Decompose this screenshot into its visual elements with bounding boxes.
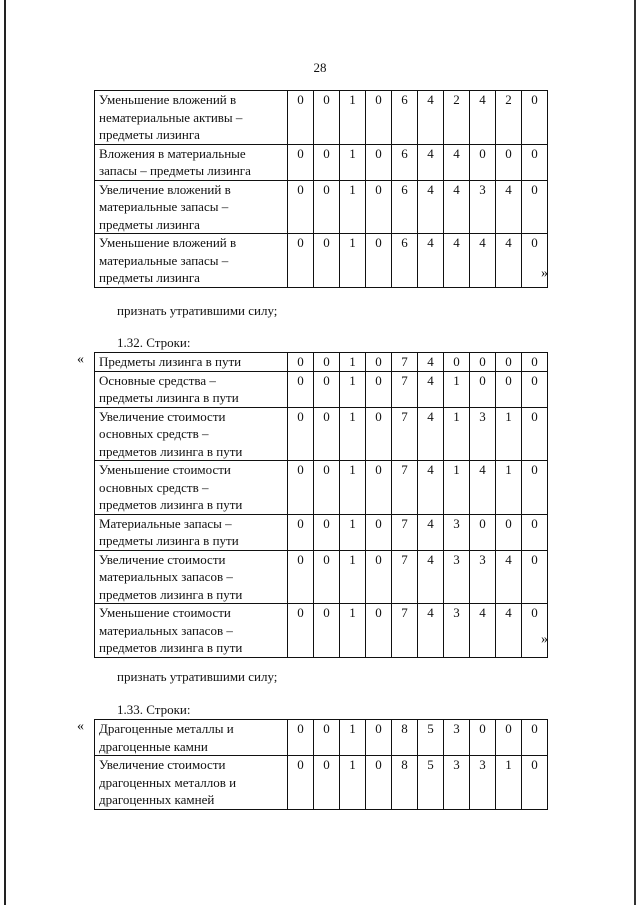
code-digit-cell: 1 bbox=[340, 720, 366, 756]
code-digit-cell: 0 bbox=[496, 144, 522, 180]
table-row bbox=[95, 720, 548, 756]
code-digit-cell: 6 bbox=[392, 144, 418, 180]
row-label bbox=[95, 514, 288, 550]
account-codes-table-1 bbox=[94, 90, 548, 288]
code-digit-cell: 4 bbox=[470, 604, 496, 658]
code-digit-cell: 0 bbox=[314, 144, 340, 180]
code-digit-cell: 6 bbox=[392, 91, 418, 145]
code-digit-cell: 1 bbox=[340, 550, 366, 604]
table-row bbox=[95, 353, 548, 372]
row-label-line: предметы лизинга в пути bbox=[99, 533, 239, 548]
code-digit-cell: 1 bbox=[444, 407, 470, 461]
code-digit-cell: 4 bbox=[470, 461, 496, 515]
code-digit-cell: 3 bbox=[444, 604, 470, 658]
code-digit-cell: 0 bbox=[314, 514, 340, 550]
code-digit-cell: 7 bbox=[392, 407, 418, 461]
row-label-line: Увеличение стоимости bbox=[99, 551, 226, 567]
code-digit-cell: 4 bbox=[418, 461, 444, 515]
row-label-line: материальные запасы – bbox=[99, 199, 229, 214]
row-label-line: Увеличение вложений в bbox=[99, 181, 231, 197]
code-digit-cell: 1 bbox=[444, 461, 470, 515]
code-digit-cell: 4 bbox=[418, 371, 444, 407]
account-codes-table-3 bbox=[94, 719, 548, 810]
row-label-line: предметов лизинга в пути bbox=[99, 640, 243, 655]
row-label bbox=[95, 461, 288, 515]
code-digit-cell: 4 bbox=[418, 514, 444, 550]
row-label-line: Драгоценные металлы и bbox=[99, 721, 234, 736]
code-digit-cell: 4 bbox=[444, 234, 470, 288]
table-row bbox=[95, 550, 548, 604]
code-digit-cell: 0 bbox=[522, 234, 548, 288]
code-digit-cell: 0 bbox=[288, 371, 314, 407]
code-digit-cell: 0 bbox=[522, 180, 548, 234]
code-digit-cell: 0 bbox=[522, 353, 548, 372]
code-digit-cell: 4 bbox=[496, 234, 522, 288]
code-digit-cell: 0 bbox=[314, 353, 340, 372]
row-label-line: Вложения в материальные bbox=[99, 145, 246, 161]
code-digit-cell: 4 bbox=[418, 407, 444, 461]
code-digit-cell: 0 bbox=[366, 234, 392, 288]
row-label-line: Основные средства – bbox=[99, 372, 216, 388]
code-digit-cell: 0 bbox=[522, 144, 548, 180]
code-digit-cell: 4 bbox=[418, 234, 444, 288]
code-digit-cell: 0 bbox=[366, 461, 392, 515]
row-label bbox=[95, 234, 288, 288]
row-label-line: драгоценных металлов и bbox=[99, 774, 237, 790]
scan-edge-left bbox=[4, 0, 6, 905]
code-digit-cell: 0 bbox=[366, 720, 392, 756]
code-digit-cell: 0 bbox=[496, 371, 522, 407]
row-label-line: предметы лизинга bbox=[99, 216, 200, 232]
code-digit-cell: 1 bbox=[340, 180, 366, 234]
code-digit-cell: 4 bbox=[470, 91, 496, 145]
code-digit-cell: 4 bbox=[418, 180, 444, 234]
code-digit-cell: 0 bbox=[288, 604, 314, 658]
code-digit-cell: 0 bbox=[314, 91, 340, 145]
code-digit-cell: 3 bbox=[470, 756, 496, 810]
code-digit-cell: 0 bbox=[366, 407, 392, 461]
paragraph-invalidate-2: признать утратившими силу; bbox=[117, 669, 278, 684]
code-digit-cell: 1 bbox=[340, 604, 366, 658]
code-digit-cell: 0 bbox=[470, 353, 496, 372]
code-digit-cell: 1 bbox=[340, 353, 366, 372]
code-digit-cell: 3 bbox=[470, 180, 496, 234]
code-digit-cell: 0 bbox=[522, 407, 548, 461]
code-digit-cell: 7 bbox=[392, 604, 418, 658]
code-digit-cell: 0 bbox=[288, 180, 314, 234]
row-label-line: предметы лизинга в пути bbox=[99, 390, 239, 405]
code-digit-cell: 0 bbox=[314, 461, 340, 515]
table-row bbox=[95, 371, 548, 407]
code-digit-cell: 0 bbox=[314, 720, 340, 756]
code-digit-cell: 0 bbox=[496, 720, 522, 756]
code-digit-cell: 5 bbox=[418, 720, 444, 756]
code-digit-cell: 7 bbox=[392, 353, 418, 372]
code-digit-cell: 0 bbox=[314, 756, 340, 810]
row-label-line: Предметы лизинга в пути bbox=[99, 354, 242, 369]
code-digit-cell: 0 bbox=[522, 371, 548, 407]
code-digit-cell: 3 bbox=[444, 756, 470, 810]
code-digit-cell: 0 bbox=[470, 371, 496, 407]
code-digit-cell: 5 bbox=[418, 756, 444, 810]
row-label-line: Увеличение стоимости bbox=[99, 757, 226, 772]
code-digit-cell: 4 bbox=[418, 91, 444, 145]
row-label bbox=[95, 604, 288, 658]
row-label-line: основных средств – bbox=[99, 479, 209, 495]
row-label-line: предметов лизинга в пути bbox=[99, 443, 243, 459]
row-label bbox=[95, 371, 288, 407]
code-digit-cell: 0 bbox=[522, 604, 548, 658]
row-label-line: Уменьшение вложений в bbox=[99, 92, 237, 107]
code-digit-cell: 4 bbox=[418, 604, 444, 658]
code-digit-cell: 1 bbox=[340, 91, 366, 145]
paragraph-invalidate-1: признать утратившими силу; bbox=[117, 303, 278, 318]
code-digit-cell: 0 bbox=[314, 234, 340, 288]
row-label-line: основных средств – bbox=[99, 426, 209, 441]
close-quote-1: » bbox=[541, 266, 548, 281]
row-label bbox=[95, 91, 288, 145]
code-digit-cell: 0 bbox=[288, 461, 314, 515]
code-digit-cell: 4 bbox=[444, 144, 470, 180]
table-row bbox=[95, 180, 548, 234]
code-digit-cell: 1 bbox=[340, 144, 366, 180]
code-digit-cell: 7 bbox=[392, 550, 418, 604]
code-digit-cell: 0 bbox=[288, 550, 314, 604]
row-label-line: Уменьшение стоимости bbox=[99, 605, 231, 620]
code-digit-cell: 0 bbox=[288, 234, 314, 288]
row-label bbox=[95, 720, 288, 756]
code-digit-cell: 7 bbox=[392, 371, 418, 407]
code-digit-cell: 0 bbox=[522, 720, 548, 756]
code-digit-cell: 0 bbox=[496, 353, 522, 372]
row-label-line: предметы лизинга bbox=[99, 270, 200, 285]
code-digit-cell: 0 bbox=[522, 91, 548, 145]
code-digit-cell: 0 bbox=[522, 461, 548, 515]
row-label-line: материальные запасы – bbox=[99, 252, 229, 268]
code-digit-cell: 8 bbox=[392, 720, 418, 756]
code-digit-cell: 0 bbox=[444, 353, 470, 372]
code-digit-cell: 0 bbox=[288, 720, 314, 756]
code-digit-cell: 1 bbox=[444, 371, 470, 407]
close-quote-2: » bbox=[541, 632, 548, 647]
code-digit-cell: 8 bbox=[392, 756, 418, 810]
code-digit-cell: 4 bbox=[496, 604, 522, 658]
code-digit-cell: 0 bbox=[522, 550, 548, 604]
section-heading-1-32: 1.32. Строки: bbox=[117, 335, 191, 350]
code-digit-cell: 0 bbox=[522, 756, 548, 810]
row-label-line: Материальные запасы – bbox=[99, 515, 232, 531]
code-digit-cell: 0 bbox=[288, 756, 314, 810]
code-digit-cell: 1 bbox=[340, 371, 366, 407]
code-digit-cell: 4 bbox=[470, 234, 496, 288]
page-number: 28 bbox=[313, 60, 327, 75]
row-label bbox=[95, 550, 288, 604]
code-digit-cell: 0 bbox=[288, 353, 314, 372]
code-digit-cell: 3 bbox=[444, 514, 470, 550]
table-row bbox=[95, 234, 548, 288]
code-digit-cell: 6 bbox=[392, 180, 418, 234]
code-digit-cell: 3 bbox=[444, 550, 470, 604]
table-row bbox=[95, 91, 548, 145]
row-label-line: материальных запасов – bbox=[99, 622, 233, 638]
account-codes-table-2 bbox=[94, 352, 548, 658]
code-digit-cell: 3 bbox=[444, 720, 470, 756]
code-digit-cell: 0 bbox=[314, 604, 340, 658]
row-label bbox=[95, 407, 288, 461]
code-digit-cell: 0 bbox=[314, 371, 340, 407]
code-digit-cell: 0 bbox=[366, 353, 392, 372]
code-digit-cell: 1 bbox=[340, 514, 366, 550]
code-digit-cell: 6 bbox=[392, 234, 418, 288]
code-digit-cell: 4 bbox=[418, 144, 444, 180]
row-label-line: нематериальные активы – bbox=[99, 109, 243, 125]
code-digit-cell: 4 bbox=[496, 550, 522, 604]
table-row bbox=[95, 407, 548, 461]
code-digit-cell: 0 bbox=[288, 407, 314, 461]
code-digit-cell: 2 bbox=[496, 91, 522, 145]
row-label-line: запасы – предметы лизинга bbox=[99, 163, 251, 178]
scan-edge-right bbox=[634, 0, 636, 905]
code-digit-cell: 0 bbox=[470, 144, 496, 180]
row-label-line: драгоценных камней bbox=[99, 792, 215, 807]
code-digit-cell: 1 bbox=[496, 407, 522, 461]
code-digit-cell: 7 bbox=[392, 514, 418, 550]
row-label bbox=[95, 144, 288, 180]
code-digit-cell: 1 bbox=[340, 461, 366, 515]
code-digit-cell: 2 bbox=[444, 91, 470, 145]
code-digit-cell: 0 bbox=[314, 550, 340, 604]
code-digit-cell: 1 bbox=[340, 234, 366, 288]
row-label-line: Уменьшение стоимости bbox=[99, 462, 231, 477]
code-digit-cell: 1 bbox=[340, 407, 366, 461]
code-digit-cell: 0 bbox=[288, 91, 314, 145]
code-digit-cell: 0 bbox=[496, 514, 522, 550]
code-digit-cell: 4 bbox=[496, 180, 522, 234]
code-digit-cell: 0 bbox=[314, 407, 340, 461]
code-digit-cell: 4 bbox=[444, 180, 470, 234]
row-label bbox=[95, 180, 288, 234]
code-digit-cell: 1 bbox=[496, 461, 522, 515]
table-row bbox=[95, 756, 548, 810]
code-digit-cell: 0 bbox=[470, 720, 496, 756]
row-label bbox=[95, 756, 288, 810]
row-label-line: предметов лизинга в пути bbox=[99, 586, 243, 602]
open-quote-3: « bbox=[77, 719, 84, 734]
code-digit-cell: 0 bbox=[522, 514, 548, 550]
code-digit-cell: 0 bbox=[366, 514, 392, 550]
table-row bbox=[95, 604, 548, 658]
table-row bbox=[95, 514, 548, 550]
code-digit-cell: 3 bbox=[470, 550, 496, 604]
code-digit-cell: 4 bbox=[418, 550, 444, 604]
code-digit-cell: 0 bbox=[288, 514, 314, 550]
row-label-line: Уменьшение вложений в bbox=[99, 235, 237, 250]
code-digit-cell: 0 bbox=[288, 144, 314, 180]
table-row bbox=[95, 144, 548, 180]
code-digit-cell: 0 bbox=[366, 371, 392, 407]
code-digit-cell: 0 bbox=[366, 550, 392, 604]
code-digit-cell: 0 bbox=[366, 91, 392, 145]
code-digit-cell: 1 bbox=[496, 756, 522, 810]
code-digit-cell: 4 bbox=[418, 353, 444, 372]
code-digit-cell: 7 bbox=[392, 461, 418, 515]
code-digit-cell: 0 bbox=[366, 180, 392, 234]
row-label-line: предметов лизинга в пути bbox=[99, 497, 243, 512]
code-digit-cell: 0 bbox=[470, 514, 496, 550]
code-digit-cell: 0 bbox=[366, 604, 392, 658]
code-digit-cell: 0 bbox=[366, 144, 392, 180]
row-label-line: драгоценные камни bbox=[99, 738, 208, 754]
row-label-line: предметы лизинга bbox=[99, 127, 200, 142]
code-digit-cell: 0 bbox=[366, 756, 392, 810]
row-label-line: материальных запасов – bbox=[99, 569, 233, 584]
code-digit-cell: 1 bbox=[340, 756, 366, 810]
table-row bbox=[95, 461, 548, 515]
row-label bbox=[95, 353, 288, 372]
code-digit-cell: 3 bbox=[470, 407, 496, 461]
row-label-line: Увеличение стоимости bbox=[99, 408, 226, 424]
section-heading-1-33: 1.33. Строки: bbox=[117, 702, 191, 717]
open-quote-2: « bbox=[77, 352, 84, 367]
code-digit-cell: 0 bbox=[314, 180, 340, 234]
